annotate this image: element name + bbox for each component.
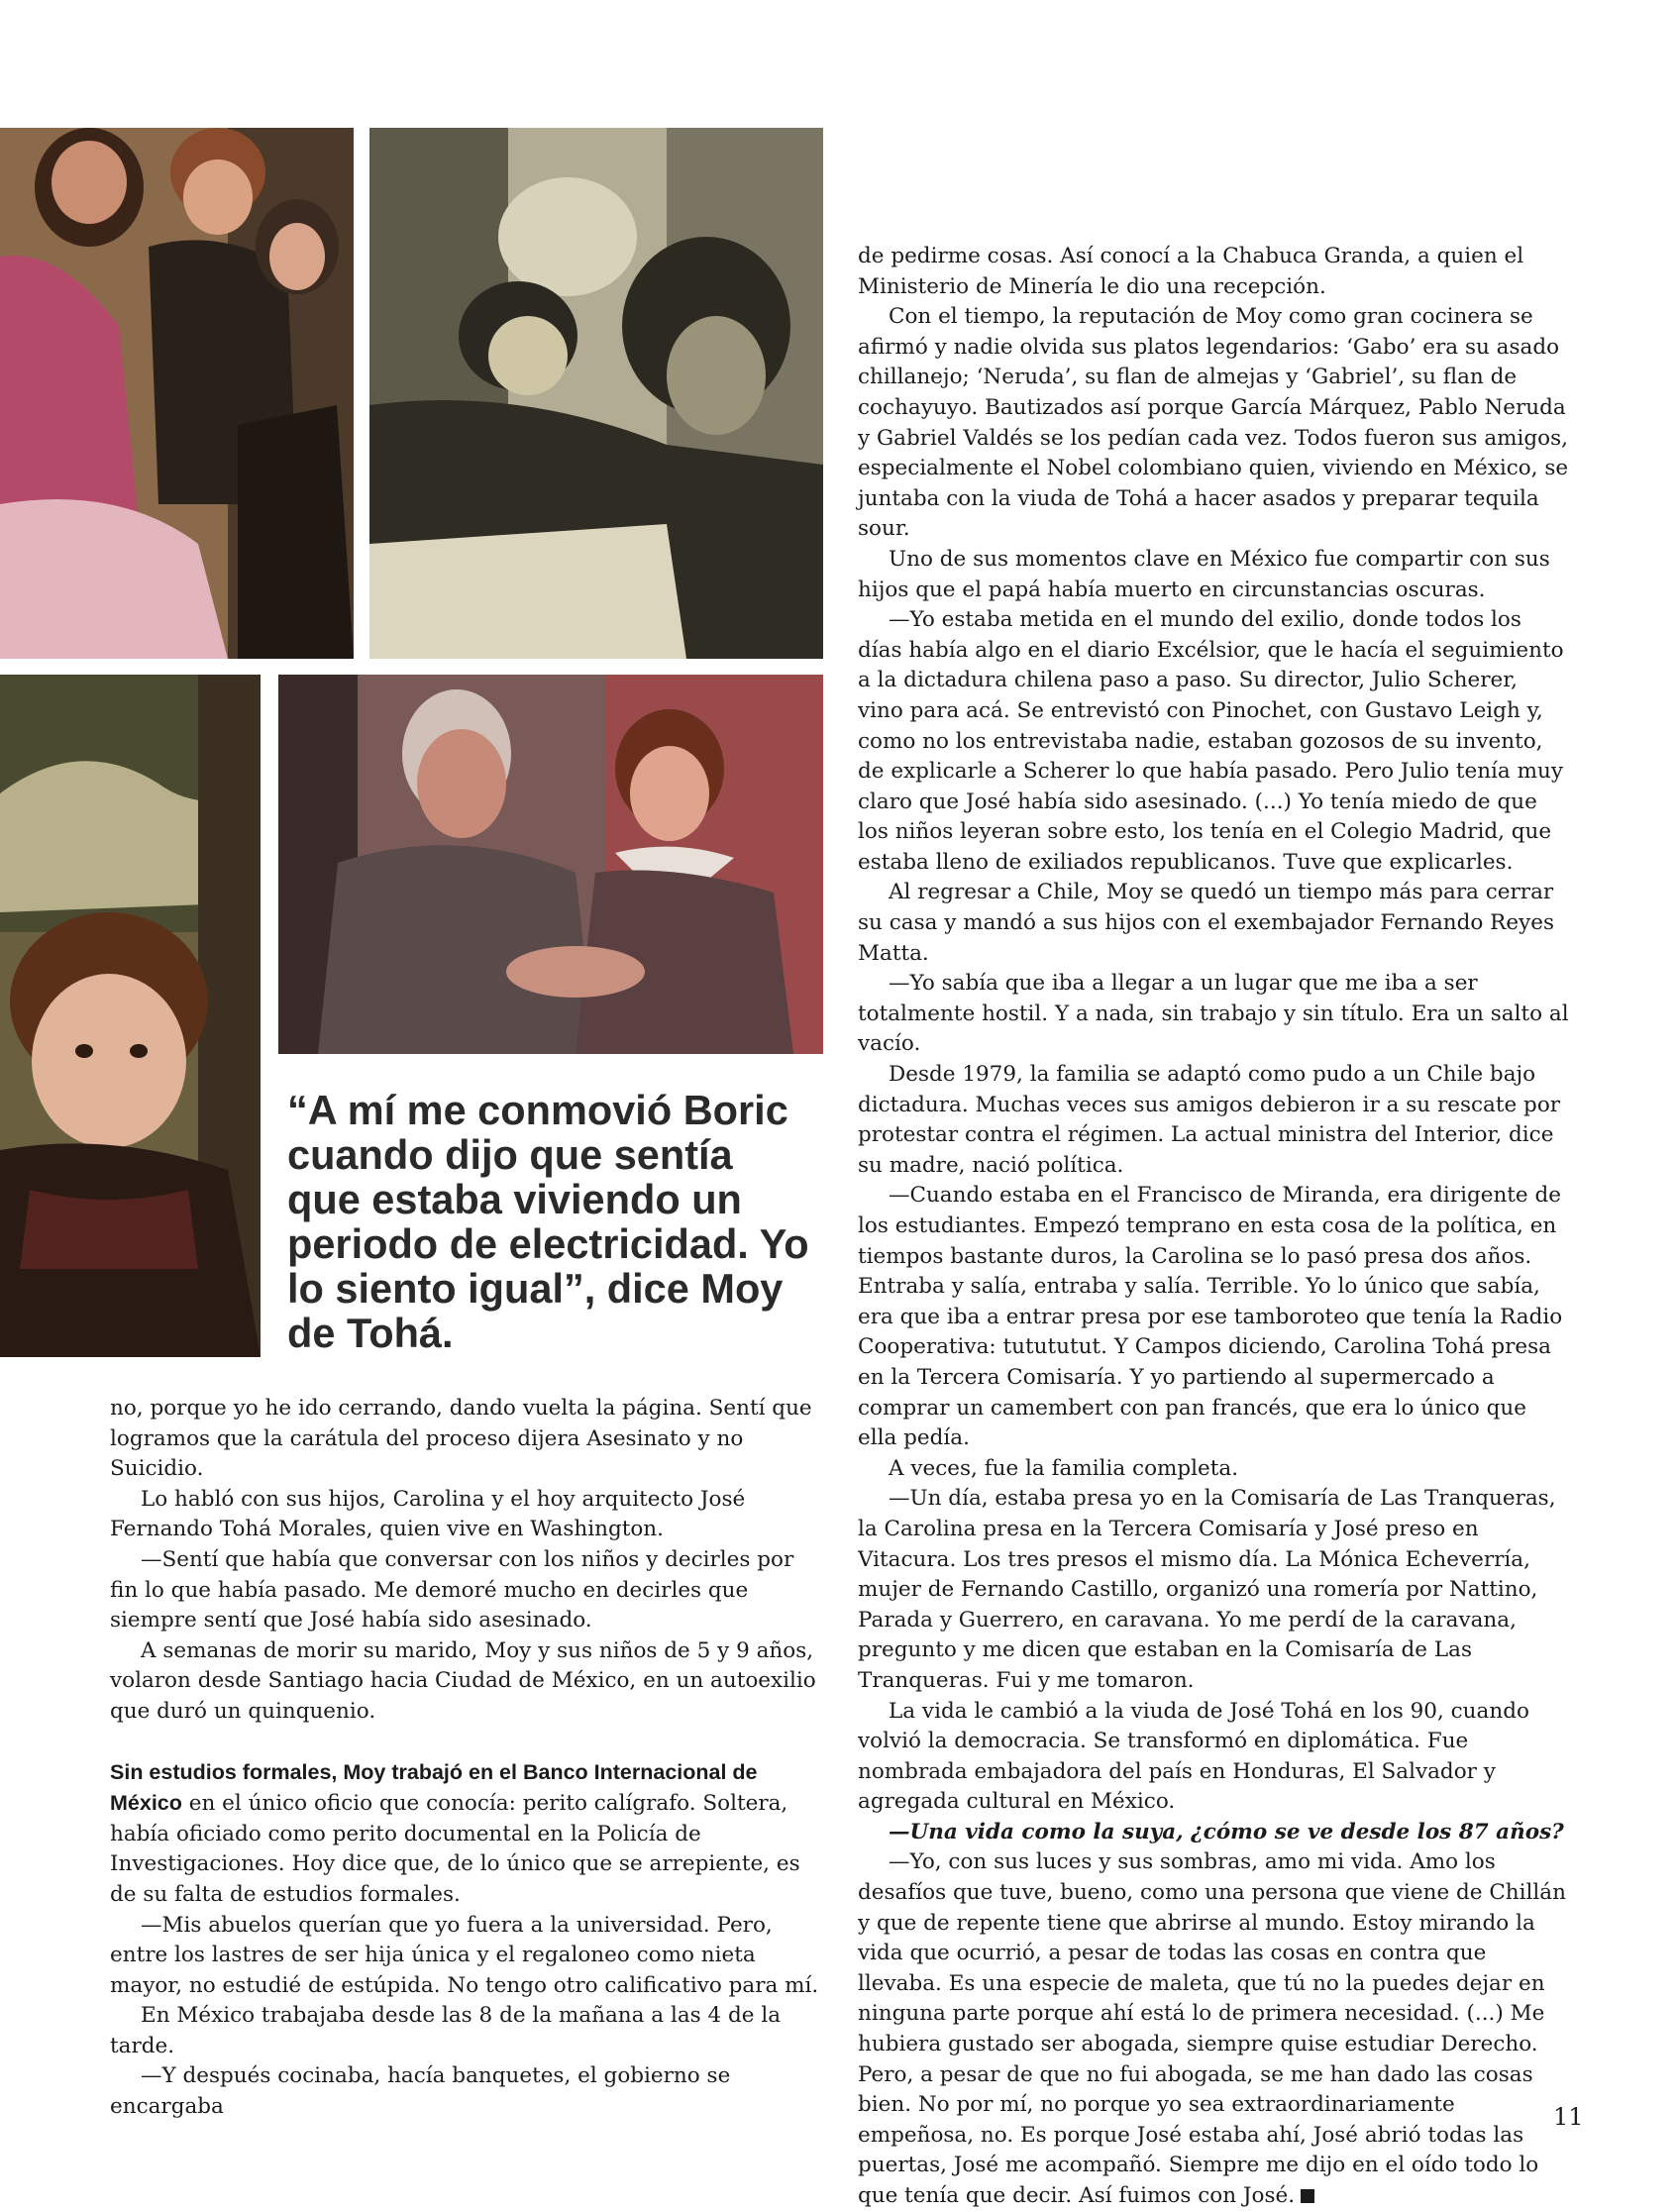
article-column-left [110, 1394, 821, 2123]
paragraph: —Un día, estaba presa yo en la Comisaría de Las Tranqueras, la Carolina presa en la Tercera Comisaría y José preso en Vitacura. Los tres presos el mismo día. La Mónica Echeverría, mujer de Fernando Castillo, organizó una romería por Nattino, Parada y Guerrero, en caravana. Yo me perdí de la caravana, pregunto y me dicen que estaban en la Comisaría de Las Tranqueras. Fui y me tomaron. [858, 1486, 1556, 1693]
paragraph [858, 1847, 1569, 2211]
paragraph: Uno de sus momentos clave en México fue compartir con sus hijos que el papá había muerto en circunstancias oscuras. [858, 546, 1550, 602]
paragraph: de pedirme cosas. Así conocí a la Chabuca Granda, a quien el Ministerio de Minería le dio una recepción. [858, 244, 1524, 299]
section-paragraph [110, 1757, 821, 1911]
paragraph: La vida le cambió a la viuda de José Tohá en los 90, cuando volvió la democracia. Se transformó en diplomática. Fue nombrada embajadora del país en Honduras, El Salvador y agregada cultural en México. [858, 1698, 1529, 1815]
end-mark-icon [1301, 2189, 1314, 2203]
paragraph: no, porque yo he ido cerrando, dando vuelta la página. Sentí que logramos que la carátula del proceso dijera Asesinato y no Suicidio. [110, 1396, 812, 1482]
paragraph: —Y después cocinaba, hacía banquetes, el gobierno se encargaba [110, 2063, 731, 2120]
article-column-right [858, 242, 1569, 2212]
paragraph: Al regresar a Chile, Moy se quedó un tiempo más para cerrar su casa y mandó a sus hijos con el exembajador Fernando Reyes Matta. [858, 880, 1554, 966]
photo-child-portrait [0, 675, 261, 1357]
final-paragraph-text: —Yo, con sus luces y sus sombras, amo mi vida. Amo los desafíos que tuve, bueno, como una persona que viene de Chillán y que de repente tiene que abrirse al mundo. Estoy mirando la vida que ocurrió, a pesar de todas las cosas en contra que llevaba. Es una especie de maleta, que tú no la puedes dejar en ninguna parte porque ahí está lo de primera necesidad. (...) Me hubiera gustado ser abogada, siempre quise estudiar Derecho. Pero, a pesar de que no fui abogada, se me han dado las cosas bien. No por mí, no porque yo sea extraordinariamente empeñosa, no. Es porque José estaba ahí, José abrió todas las puertas, José me acompañó. Siempre me dijo en el oído todo lo que tenía que decir. Así fuimos con José. [858, 1849, 1566, 2208]
photo-woman-writing [369, 128, 823, 659]
paragraph: —Yo estaba metida en el mundo del exilio, donde todos los días había algo en el diario Excélsior, que le hacía el seguimiento a la dictadura chilena paso a paso. Su director, Julio Scherer, vino para acá. Se entrevistó con Pinochet, con Gustavo Leigh y, como no los entrevistaba nadie, estaban gozosos de su invento, de explicarle a Scherer lo que había pasado. Pero Julio tenía muy claro que José había sido asesinado. (...) Yo tenía miedo de que los niños leyeran sobre esto, los tenía en el Colegio Madrid, que estaba lleno de exiliados republicanos. Tuve que explicarles. [858, 607, 1564, 875]
pull-quote: “A mí me conmovió Boric cuando dijo que sentía que estaba viviendo un periodo de electricidad. Yo lo siento igual”, dice Moy de Tohá. [287, 1087, 809, 1356]
paragraph: A veces, fue la familia completa. [889, 1455, 1239, 1481]
paragraph: A semanas de morir su marido, Moy y sus niños de 5 y 9 años, volaron desde Santiago hacia Ciudad de México, en un autoexilio que duró un quinquenio. [110, 1637, 816, 1724]
interview-question [858, 1818, 1569, 1848]
paragraph: —Cuando estaba en el Francisco de Miranda, era dirigente de los estudiantes. Empezó temprano en esta cosa de la política, en tiempos bastante duros, la Carolina se lo pasó presa dos años. Entraba y salía, entraba y salía. Terrible. Yo lo único que sabía, era que iba a entrar presa por ese tamboroteo que tenía la Radio Cooperativa: tutututut. Y Campos diciendo, Carolina Tohá presa en la Tercera Comisaría. Y yo partiendo al supermercado a comprar un camembert con pan francés, que era lo único que ella pedía. [858, 1183, 1563, 1451]
paragraph: Con el tiempo, la reputación de Moy como gran cocinera se afirmó y nadie olvida sus platos legendarios: ‘Gabo’ era su asado chillanejo; ‘Neruda’, su flan de almejas y ‘Gabriel’, su flan de cochayuyo. Bautizados así porque García Márquez, Pablo Neruda y Gabriel Valdés se los pedían cada vez. Todos fueron sus amigos, especialmente el Nobel colombiano quien, viviendo en México, se juntaba con la viuda de Tohá a hacer asados y preparar tequila sour. [858, 304, 1569, 542]
paragraph: Desde 1979, la familia se adaptó como pudo a un Chile bajo dictadura. Muchas veces sus amigos debieron ir a su rescate por protestar contra el régimen. La actual ministra del Interior, dice su madre, nació política. [858, 1062, 1561, 1178]
paragraph: —Mis abuelos querían que yo fuera a la universidad. Pero, entre los lastres de ser hija única y el regaloneo como nieta mayor, no estudié de estúpida. No tengo otro calificativo para mí. [110, 1912, 819, 1998]
paragraph: Lo habló con sus hijos, Carolina y el hoy arquitecto José Fernando Tohá Morales, quien vive en Washington. [110, 1486, 746, 1542]
section-lead: Sin estudios formales, Moy trabajó en el Banco Internacional de México [110, 1759, 758, 1816]
photo-couple-greeting [278, 675, 823, 1054]
paragraph: —Yo sabía que iba a llegar a un lugar que me iba a ser totalmente hostil. Y a nada, sin trabajo y sin título. Era un salto al vacío. [858, 971, 1569, 1057]
paragraph: —Sentí que había que conversar con los niños y decirles por fin lo que había pasado. Me demoré mucho en decirles que siempre sentí que José había sido asesinado. [110, 1546, 794, 1633]
page-number: 11 [1553, 2103, 1584, 2131]
paragraph: En México trabajaba desde las 8 de la mañana a las 4 de la tarde. [110, 2003, 782, 2058]
question-text: —Una vida como la suya, ¿cómo se ve desde los 87 años? [889, 1819, 1564, 1844]
photo-family-group [0, 128, 354, 659]
section-text: en el único oficio que conocía: perito calígrafo. Soltera, había oficiado como perito documental en la Policía de Investigaciones. Hoy dice que, de lo único que se arrepiente, es de su falta de estudios formales. [110, 1791, 800, 1907]
